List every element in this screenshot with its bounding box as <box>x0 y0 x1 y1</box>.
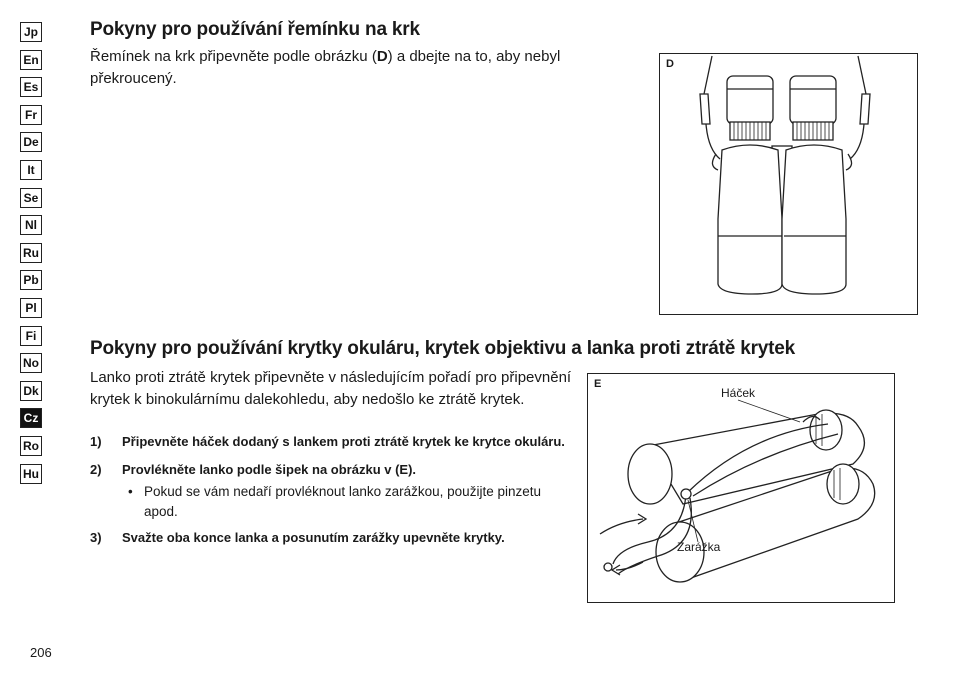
figure-d-label: D <box>666 58 674 70</box>
step-2-note: • Pokud se vám nedaří provléknout lanko zarážkou, použijte pinzetu apod. <box>122 482 570 522</box>
language-tab-cz[interactable]: Cz <box>20 408 42 428</box>
section-title-lens-caps: Pokyny pro používání krytky okuláru, krytek objektivu a lanka proti ztrátě krytek <box>90 338 795 359</box>
language-tab-se[interactable]: Se <box>20 188 42 208</box>
lens-caps-intro: Lanko proti ztrátě krytek připevněte v následujícím pořadí pro připevnění krytek k binokulárnímu dalekohledu, aby nedošlo ke ztrátě krytek. <box>90 369 572 408</box>
language-tab-pb[interactable]: Pb <box>20 270 42 290</box>
language-tab-jp[interactable]: Jp <box>20 22 42 42</box>
language-tab-fi[interactable]: Fi <box>20 326 42 346</box>
figure-e-label: E <box>594 378 602 390</box>
neck-strap-instructions: Řemínek na krk připevněte podle obrázku (D) a dbejte na to, aby nebyl překroucený. <box>90 48 561 87</box>
bullet-icon: • <box>128 484 133 499</box>
language-tab-pl[interactable]: Pl <box>20 298 42 318</box>
step-3: 3) Svažte oba konce lanka a posunutím zarážky upevněte krytky. <box>90 530 505 545</box>
language-tab-hu[interactable]: Hu <box>20 464 42 484</box>
section-title-neck-strap: Pokyny pro používání řemínku na krk <box>90 19 420 40</box>
figure-ref-d: D <box>376 48 388 65</box>
language-tab-it[interactable]: It <box>20 160 42 180</box>
callout-hook: Háček <box>721 386 756 400</box>
language-tab-fr[interactable]: Fr <box>20 105 42 125</box>
figure-e-lens-cap-strap <box>587 373 895 603</box>
language-tab-ru[interactable]: Ru <box>20 243 42 263</box>
binoculars-caps-illustration <box>588 374 894 602</box>
step-1: 1) Připevněte háček dodaný s lankem proti ztrátě krytek ke krytce okuláru. <box>90 434 565 449</box>
callout-stopper: Zarážka <box>677 540 721 554</box>
language-tab-dk[interactable]: Dk <box>20 381 42 401</box>
instruction-steps <box>90 432 570 556</box>
binoculars-front-illustration <box>660 54 917 314</box>
page-number: 206 <box>30 645 52 660</box>
figure-d-binoculars-strap <box>659 53 918 315</box>
language-tabs <box>20 22 44 491</box>
language-tab-nl[interactable]: Nl <box>20 215 42 235</box>
language-tab-no[interactable]: No <box>20 353 42 373</box>
step-2: 2) Provlékněte lanko podle šipek na obrázku v (E). <box>90 462 417 477</box>
language-tab-de[interactable]: De <box>20 132 42 152</box>
language-tab-ro[interactable]: Ro <box>20 436 42 456</box>
language-tab-es[interactable]: Es <box>20 77 42 97</box>
language-tab-en[interactable]: En <box>20 50 42 70</box>
